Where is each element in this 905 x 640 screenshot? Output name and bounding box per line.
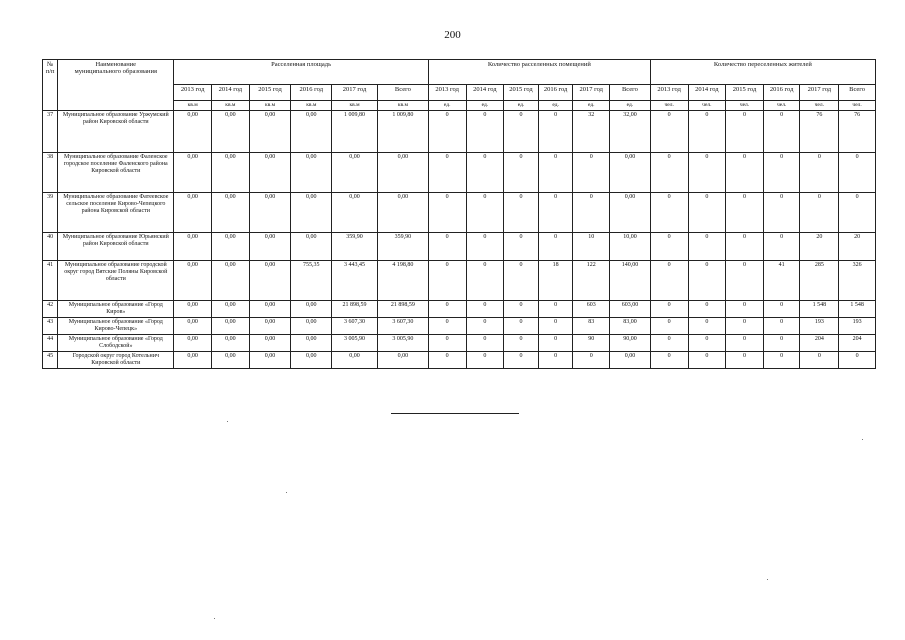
value-cell: 0 (466, 318, 504, 335)
municipality-name: Муниципальное образование Фаленское городское поселение Фаленского района Кировской области (58, 153, 174, 193)
header-unit: чел. (763, 101, 800, 111)
header-year: 2013 год (174, 85, 212, 101)
value-cell: 1 009,80 (332, 111, 378, 153)
value-cell: 0 (763, 111, 800, 153)
scan-speck (214, 618, 215, 619)
header-year: 2014 год (212, 85, 250, 101)
table-row (43, 153, 876, 193)
row-number: 45 (43, 352, 58, 369)
value-cell: 0 (763, 193, 800, 233)
value-cell: 193 (800, 318, 839, 335)
value-cell: 0,00 (291, 153, 332, 193)
value-cell: 21 898,59 (377, 301, 428, 318)
value-cell: 76 (839, 111, 876, 153)
value-cell: 0 (650, 193, 688, 233)
value-cell: 0 (538, 233, 573, 261)
row-number: 39 (43, 193, 58, 233)
header-group-area: Расселенная площадь (174, 60, 429, 85)
value-cell: 0 (763, 318, 800, 335)
value-cell: 21 898,59 (332, 301, 378, 318)
value-cell: 0,00 (212, 318, 250, 335)
value-cell: 32,00 (610, 111, 651, 153)
value-cell: 0,00 (291, 111, 332, 153)
row-number: 37 (43, 111, 58, 153)
municipality-name: Муниципальное образование «Город Киров» (58, 301, 174, 318)
header-unit: ед. (538, 101, 573, 111)
value-cell: 0,00 (212, 233, 250, 261)
value-cell: 0 (688, 193, 726, 233)
value-cell: 0 (650, 233, 688, 261)
value-cell: 0,00 (249, 335, 291, 352)
header-unit: кв.м (332, 101, 378, 111)
value-cell: 0 (504, 301, 539, 318)
header-name: Наименование муниципального образования (58, 60, 174, 111)
header-year: 2016 год (763, 85, 800, 101)
value-cell: 0 (466, 352, 504, 369)
value-cell: 755,35 (291, 261, 332, 301)
header-year: Всего (839, 85, 876, 101)
value-cell: 18 (538, 261, 573, 301)
value-cell: 0,00 (212, 301, 250, 318)
value-cell: 204 (839, 335, 876, 352)
table-body (43, 111, 876, 369)
table-header (43, 60, 876, 111)
value-cell: 0,00 (174, 233, 212, 261)
value-cell: 0 (504, 318, 539, 335)
value-cell: 0 (688, 301, 726, 318)
scan-speck (227, 421, 228, 422)
header-unit: чел. (726, 101, 764, 111)
row-number: 43 (43, 318, 58, 335)
value-cell: 0,00 (212, 335, 250, 352)
table-row (43, 335, 876, 352)
value-cell: 0,00 (249, 352, 291, 369)
value-cell: 326 (839, 261, 876, 301)
municipality-name: Муниципальное образование Уржумский район Кировской области (58, 111, 174, 153)
header-year: 2015 год (504, 85, 539, 101)
header-unit: ед. (428, 101, 466, 111)
header-unit: ед. (466, 101, 504, 111)
value-cell: 0 (573, 153, 610, 193)
value-cell: 0 (726, 153, 764, 193)
value-cell: 0,00 (291, 352, 332, 369)
value-cell: 0,00 (249, 233, 291, 261)
value-cell: 0,00 (291, 233, 332, 261)
value-cell: 1 548 (800, 301, 839, 318)
value-cell: 0 (650, 261, 688, 301)
header-year: 2013 год (650, 85, 688, 101)
row-number: 44 (43, 335, 58, 352)
value-cell: 0,00 (249, 318, 291, 335)
value-cell: 0,00 (174, 193, 212, 233)
value-cell: 0 (726, 352, 764, 369)
header-unit: чел. (839, 101, 876, 111)
value-cell: 285 (800, 261, 839, 301)
value-cell: 0 (688, 335, 726, 352)
value-cell: 83,00 (610, 318, 651, 335)
value-cell: 0 (763, 352, 800, 369)
value-cell: 4 198,80 (377, 261, 428, 301)
header-group-residents: Количество переселенных жителей (650, 60, 875, 85)
row-number: 40 (43, 233, 58, 261)
data-table (42, 59, 876, 369)
value-cell: 0,00 (377, 352, 428, 369)
page-number: 200 (444, 29, 461, 41)
header-year: Всего (610, 85, 651, 101)
value-cell: 0 (688, 153, 726, 193)
value-cell: 0 (428, 193, 466, 233)
row-number: 42 (43, 301, 58, 318)
header-year: Всего (377, 85, 428, 101)
value-cell: 0,00 (291, 318, 332, 335)
header-number: № п/п (43, 60, 58, 111)
value-cell: 603 (573, 301, 610, 318)
value-cell: 0,00 (332, 352, 378, 369)
value-cell: 10 (573, 233, 610, 261)
value-cell: 0,00 (174, 111, 212, 153)
value-cell: 0 (726, 301, 764, 318)
value-cell: 41 (763, 261, 800, 301)
value-cell: 83 (573, 318, 610, 335)
header-unit: кв.м (174, 101, 212, 111)
header-unit: ед. (573, 101, 610, 111)
header-year: 2013 год (428, 85, 466, 101)
value-cell: 0,00 (332, 193, 378, 233)
value-cell: 3 005,90 (332, 335, 378, 352)
value-cell: 0 (573, 193, 610, 233)
value-cell: 0,00 (174, 352, 212, 369)
value-cell: 0,00 (212, 352, 250, 369)
municipality-name: Муниципальное образование «Город Слободской» (58, 335, 174, 352)
scan-speck (862, 439, 863, 440)
value-cell: 0 (466, 111, 504, 153)
value-cell: 0 (538, 335, 573, 352)
table-row (43, 352, 876, 369)
value-cell: 0 (650, 111, 688, 153)
header-unit: чел. (688, 101, 726, 111)
scan-speck (767, 579, 768, 580)
value-cell: 0 (428, 335, 466, 352)
value-cell: 0 (466, 335, 504, 352)
value-cell: 0 (504, 352, 539, 369)
value-cell: 0 (504, 261, 539, 301)
value-cell: 0,00 (249, 111, 291, 153)
value-cell: 0 (800, 153, 839, 193)
value-cell: 0 (726, 233, 764, 261)
value-cell: 0 (688, 111, 726, 153)
value-cell: 0 (800, 352, 839, 369)
value-cell: 0,00 (377, 153, 428, 193)
value-cell: 90 (573, 335, 610, 352)
value-cell: 0,00 (291, 301, 332, 318)
value-cell: 0,00 (212, 111, 250, 153)
value-cell: 0,00 (174, 318, 212, 335)
value-cell: 0 (428, 111, 466, 153)
value-cell: 0 (763, 153, 800, 193)
value-cell: 0 (839, 352, 876, 369)
value-cell: 0 (428, 352, 466, 369)
header-year: 2017 год (800, 85, 839, 101)
header-year: 2017 год (332, 85, 378, 101)
header-unit: кв.м (212, 101, 250, 111)
value-cell: 0 (538, 301, 573, 318)
header-unit: чел. (650, 101, 688, 111)
value-cell: 0 (688, 352, 726, 369)
row-number: 38 (43, 153, 58, 193)
value-cell: 193 (839, 318, 876, 335)
value-cell: 0,00 (249, 153, 291, 193)
value-cell: 0 (726, 318, 764, 335)
value-cell: 0 (466, 153, 504, 193)
value-cell: 0 (726, 193, 764, 233)
scan-speck (286, 492, 287, 493)
value-cell: 0 (466, 301, 504, 318)
value-cell: 0 (763, 233, 800, 261)
value-cell: 76 (800, 111, 839, 153)
value-cell: 0 (650, 153, 688, 193)
header-unit: кв.м (291, 101, 332, 111)
table-row (43, 233, 876, 261)
value-cell: 0,00 (212, 261, 250, 301)
value-cell: 3 443,45 (332, 261, 378, 301)
value-cell: 0,00 (332, 153, 378, 193)
value-cell: 0,00 (174, 335, 212, 352)
divider-line (391, 413, 519, 414)
value-cell: 20 (800, 233, 839, 261)
value-cell: 0 (800, 193, 839, 233)
value-cell: 359,90 (332, 233, 378, 261)
value-cell: 0 (688, 318, 726, 335)
value-cell: 0,00 (174, 153, 212, 193)
value-cell: 0 (504, 193, 539, 233)
municipality-name: Муниципальное образование Фатеевское сельское поселение Кирово-Чепецкого района Кировской области (58, 193, 174, 233)
value-cell: 0 (688, 233, 726, 261)
header-unit: чел. (800, 101, 839, 111)
value-cell: 0,00 (212, 193, 250, 233)
value-cell: 0 (466, 193, 504, 233)
value-cell: 0,00 (212, 153, 250, 193)
value-cell: 0,00 (174, 301, 212, 318)
table-row (43, 261, 876, 301)
value-cell: 0 (428, 261, 466, 301)
value-cell: 0 (839, 153, 876, 193)
header-year: 2016 год (291, 85, 332, 101)
value-cell: 1 009,80 (377, 111, 428, 153)
value-cell: 0 (650, 335, 688, 352)
value-cell: 204 (800, 335, 839, 352)
value-cell: 0,00 (249, 261, 291, 301)
value-cell: 0 (504, 153, 539, 193)
municipality-name: Муниципальное образование Юрьянский район Кировской области (58, 233, 174, 261)
table-row (43, 111, 876, 153)
value-cell: 0 (538, 111, 573, 153)
value-cell: 0 (428, 153, 466, 193)
header-unit: кв.м (377, 101, 428, 111)
value-cell: 0,00 (610, 193, 651, 233)
row-number: 41 (43, 261, 58, 301)
value-cell: 20 (839, 233, 876, 261)
value-cell: 0 (763, 301, 800, 318)
value-cell: 0 (504, 335, 539, 352)
table-row (43, 318, 876, 335)
header-year: 2016 год (538, 85, 573, 101)
value-cell: 32 (573, 111, 610, 153)
value-cell: 0 (573, 352, 610, 369)
value-cell: 0 (726, 261, 764, 301)
value-cell: 0 (650, 318, 688, 335)
value-cell: 0 (466, 233, 504, 261)
value-cell: 0 (538, 193, 573, 233)
value-cell: 0,00 (610, 153, 651, 193)
value-cell: 0 (839, 193, 876, 233)
table-row (43, 301, 876, 318)
value-cell: 0 (763, 335, 800, 352)
municipality-name: Городской округ город Котельнич Кировской области (58, 352, 174, 369)
value-cell: 0 (726, 335, 764, 352)
value-cell: 0 (538, 153, 573, 193)
value-cell: 0 (428, 318, 466, 335)
value-cell: 0 (466, 261, 504, 301)
value-cell: 0 (428, 301, 466, 318)
value-cell: 0,00 (249, 301, 291, 318)
value-cell: 0,00 (174, 261, 212, 301)
value-cell: 0,00 (377, 193, 428, 233)
value-cell: 3 607,30 (377, 318, 428, 335)
value-cell: 122 (573, 261, 610, 301)
header-year: 2014 год (466, 85, 504, 101)
value-cell: 0,00 (291, 335, 332, 352)
value-cell: 0 (504, 233, 539, 261)
value-cell: 90,00 (610, 335, 651, 352)
value-cell: 0 (428, 233, 466, 261)
value-cell: 0,00 (610, 352, 651, 369)
value-cell: 0 (538, 318, 573, 335)
value-cell: 0 (538, 352, 573, 369)
header-year: 2015 год (726, 85, 764, 101)
value-cell: 3 607,30 (332, 318, 378, 335)
header-unit: кв.м (249, 101, 291, 111)
value-cell: 0 (726, 111, 764, 153)
table-row (43, 193, 876, 233)
value-cell: 603,00 (610, 301, 651, 318)
value-cell: 0 (650, 301, 688, 318)
value-cell: 359,90 (377, 233, 428, 261)
value-cell: 0 (650, 352, 688, 369)
header-year: 2017 год (573, 85, 610, 101)
municipality-name: Муниципальное образование «Город Кирово-Чепецк» (58, 318, 174, 335)
value-cell: 140,00 (610, 261, 651, 301)
value-cell: 0,00 (291, 193, 332, 233)
header-unit: ед. (610, 101, 651, 111)
municipality-name: Муниципальное образование городской округ город Вятские Поляны Кировской области (58, 261, 174, 301)
header-group-premises: Количество расселенных помещений (428, 60, 650, 85)
value-cell: 1 548 (839, 301, 876, 318)
header-year: 2015 год (249, 85, 291, 101)
header-unit: ед. (504, 101, 539, 111)
value-cell: 10,00 (610, 233, 651, 261)
value-cell: 0 (688, 261, 726, 301)
value-cell: 0 (504, 111, 539, 153)
value-cell: 3 005,90 (377, 335, 428, 352)
value-cell: 0,00 (249, 193, 291, 233)
header-year: 2014 год (688, 85, 726, 101)
